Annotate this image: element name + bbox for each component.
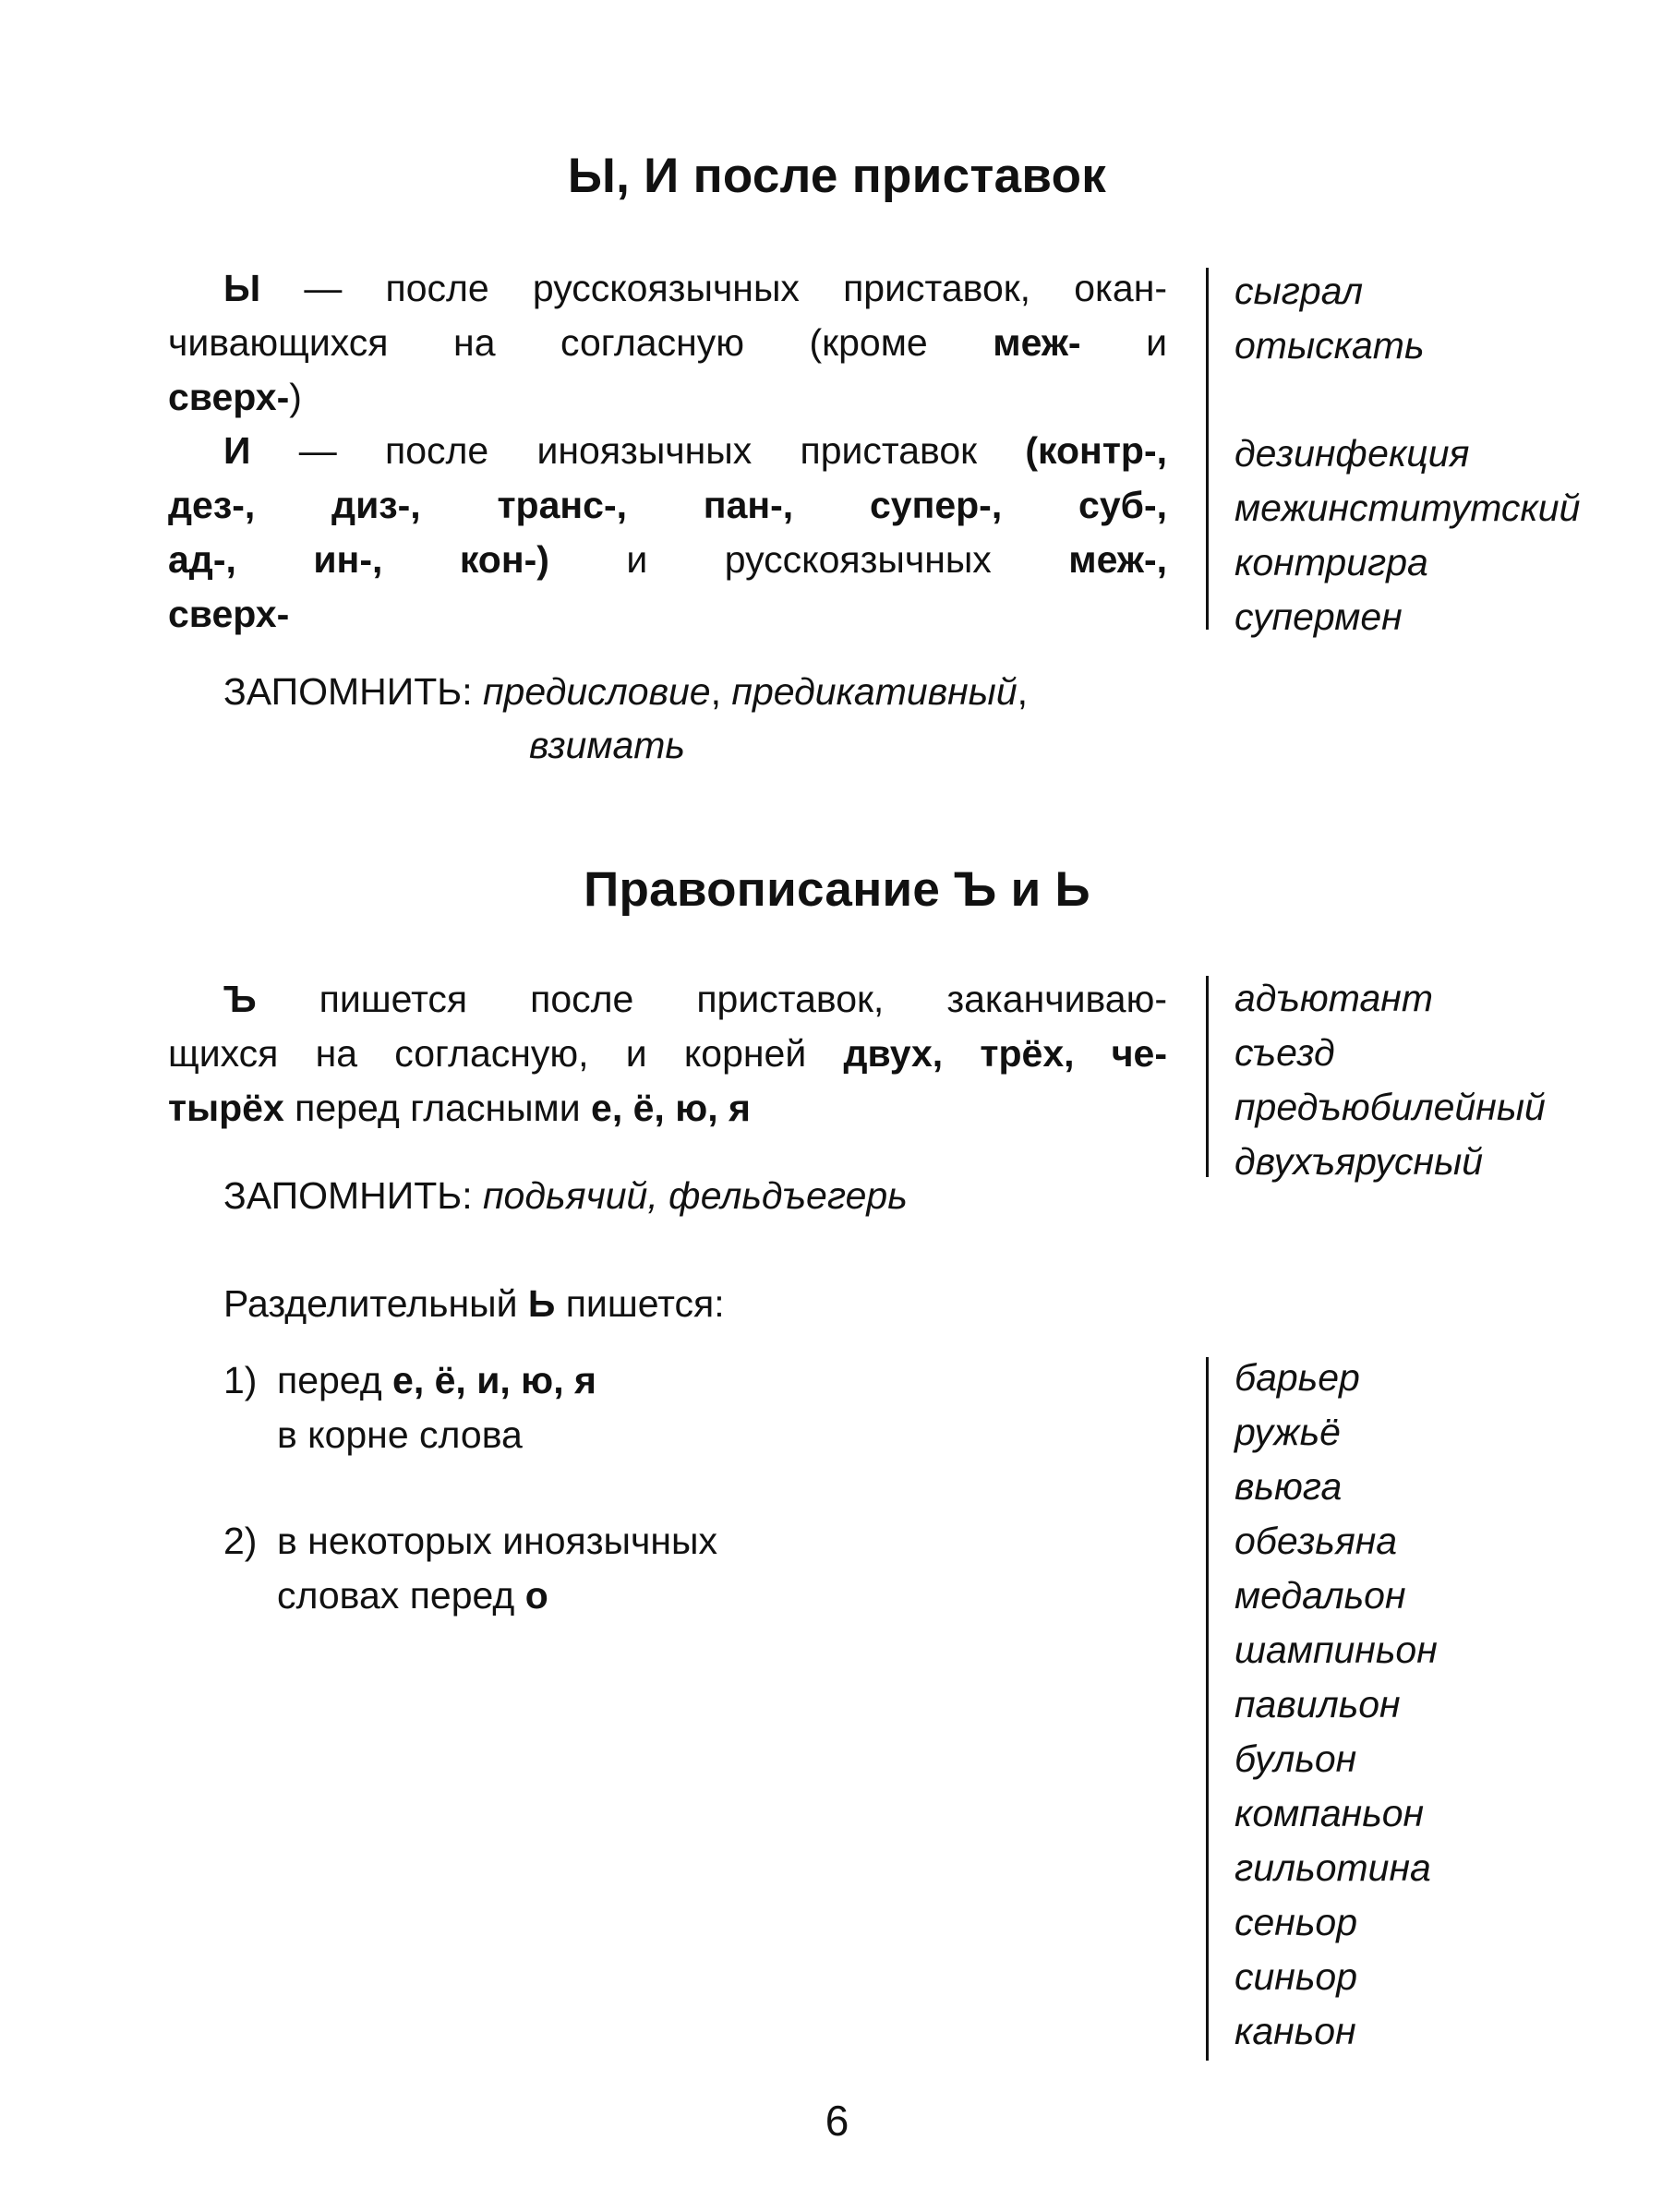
- example-word: гильотина: [1234, 1846, 1431, 1889]
- example-word: межинститутский: [1234, 487, 1581, 529]
- example-word: вьюга: [1234, 1465, 1343, 1508]
- rule-y-text-2: чивающихся на согласную (кроме: [168, 321, 994, 364]
- soft-intro-text-1: Разделительный: [223, 1282, 528, 1325]
- prefix-mezh-2: меж-,: [1068, 538, 1167, 581]
- hard-sign-line-3: [168, 1081, 1167, 1136]
- hard-sign-block: [168, 972, 1167, 1136]
- rule-i-line-2: дез-, диз-, транс-, пан-, супер-, суб-,: [168, 484, 1167, 526]
- soft-item-1: [223, 1353, 596, 1462]
- soft-item-2: [223, 1514, 717, 1623]
- remember-word-3: взимать: [529, 724, 685, 766]
- examples-i: [1234, 427, 1580, 644]
- remember-label-2: ЗАПОМНИТЬ:: [223, 1174, 473, 1217]
- example-word: павильон: [1234, 1683, 1401, 1725]
- example-word: адъютант: [1234, 977, 1433, 1019]
- section-title-y-i: Ы, И после приставок: [567, 149, 1107, 203]
- rule-i-text-1: — после иноязычных приставок: [250, 429, 1026, 472]
- section-title-signs: Правописание Ъ и Ь: [584, 862, 1090, 917]
- example-word: отыскать: [1234, 324, 1425, 367]
- rule-i-block: [168, 424, 1167, 642]
- rule-y-block: [168, 261, 1167, 425]
- example-word: медальон: [1234, 1574, 1406, 1617]
- divider-1: [1206, 268, 1209, 630]
- soft-item-1-text: перед: [277, 1359, 393, 1401]
- examples-hard-sign: [1234, 971, 1546, 1189]
- rule-i-text-3: и русскоязычных: [548, 538, 1069, 581]
- soft-item-2-text-2: словах перед: [277, 1574, 525, 1617]
- example-word: синьор: [1234, 1955, 1358, 1998]
- rule-y-text-3: и: [1080, 321, 1168, 364]
- divider-3: [1206, 1357, 1209, 2061]
- divider-2: [1206, 976, 1209, 1177]
- soft-item-2-line-1: [223, 1514, 717, 1569]
- soft-item-2-vowel: о: [524, 1574, 548, 1617]
- soft-item-2-line-2: [223, 1569, 717, 1623]
- soft-intro-text-2: пишется:: [555, 1282, 725, 1325]
- rule-i-line-4: сверх-: [168, 593, 290, 635]
- example-word: контригра: [1234, 541, 1428, 583]
- rule-y-close: ): [289, 376, 302, 418]
- examples-soft-sign: [1234, 1351, 1438, 2059]
- example-word: двухъярусный: [1234, 1140, 1484, 1183]
- soft-item-1-number: 1): [223, 1359, 258, 1401]
- soft-sign-intro: [223, 1277, 725, 1331]
- example-word: ружьё: [1234, 1411, 1341, 1453]
- letter-soft-sign: Ь: [527, 1282, 556, 1325]
- example-word: съезд: [1234, 1031, 1335, 1074]
- example-word: каньон: [1234, 2010, 1356, 2052]
- rule-y-line-1: [168, 261, 1167, 316]
- example-word: шампиньон: [1234, 1629, 1438, 1671]
- soft-item-1-line-1: [223, 1353, 596, 1408]
- remember-word-1: предисловие: [483, 670, 711, 713]
- example-word: бульон: [1234, 1737, 1357, 1780]
- example-word: компаньон: [1234, 1792, 1425, 1834]
- hard-sign-line-1: [168, 972, 1167, 1027]
- root-four: тырёх: [168, 1087, 284, 1129]
- soft-item-2-text: в некоторых иноязычных: [277, 1520, 717, 1562]
- prefix-sverkh: сверх-: [168, 376, 290, 418]
- hard-sign-text-1: пишется после приставок, заканчиваю-: [256, 978, 1167, 1020]
- example-word: предъюбилейный: [1234, 1086, 1546, 1128]
- example-word: дезинфекция: [1234, 432, 1470, 475]
- rule-y-line-2: [168, 316, 1167, 370]
- hard-sign-text-2: щихся на согласную, и корней: [168, 1032, 844, 1075]
- remember-sep-2: ,: [1017, 670, 1029, 713]
- roots-numbers: двух, трёх, че-: [843, 1032, 1167, 1075]
- hard-sign-text-3: перед гласными: [283, 1087, 592, 1129]
- letter-y: Ы: [223, 267, 261, 309]
- hard-sign-line-2: [168, 1027, 1167, 1081]
- rule-i-line-3: [168, 533, 1167, 587]
- remember-sep-1: ,: [710, 670, 732, 713]
- example-word: супермен: [1234, 595, 1403, 638]
- example-word: обезьяна: [1234, 1520, 1398, 1562]
- letter-i: И: [223, 429, 251, 472]
- remember-1: [223, 665, 1028, 719]
- rule-y-text-1: — после русскоязычных приставок, окан-: [260, 267, 1167, 309]
- remember-label-1: ЗАПОМНИТЬ:: [223, 670, 473, 713]
- examples-y: [1234, 264, 1425, 373]
- soft-item-1-vowels: е, ё, и, ю, я: [392, 1359, 596, 1401]
- soft-item-2-number: 2): [223, 1520, 258, 1562]
- example-word: сыграл: [1234, 270, 1364, 312]
- prefix-list-3: ад-, ин-, кон-): [168, 538, 549, 581]
- prefix-list-1: (контр-,: [1025, 429, 1167, 472]
- page-number: 6: [825, 2097, 849, 2145]
- remember-word-2: предикативный: [731, 670, 1018, 713]
- rule-y-line-3: [168, 370, 1167, 425]
- remember-2: [223, 1169, 908, 1223]
- vowels-list: е, ё, ю, я: [591, 1087, 751, 1129]
- rule-i-line-1: [168, 424, 1167, 478]
- remember-words-2: подьячий, фельдъегерь: [483, 1174, 908, 1217]
- example-word: барьер: [1234, 1356, 1360, 1399]
- letter-hard-sign: Ъ: [223, 978, 257, 1020]
- soft-item-1-line-2: в корне слова: [277, 1413, 523, 1456]
- prefix-mezh: меж-: [993, 321, 1081, 364]
- example-word: сеньор: [1234, 1901, 1358, 1943]
